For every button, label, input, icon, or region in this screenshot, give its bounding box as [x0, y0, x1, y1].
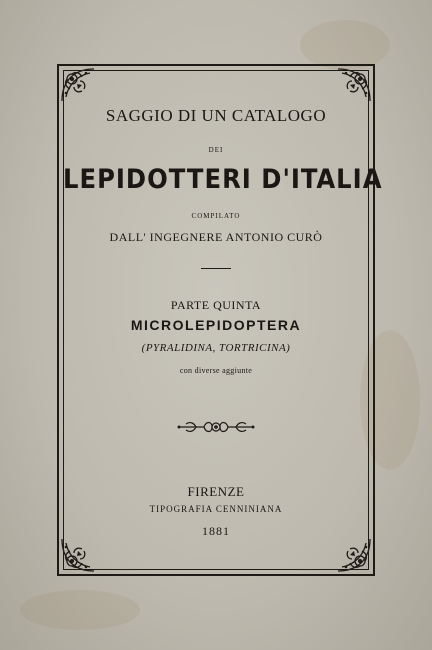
publication-year: 1881 [202, 524, 230, 538]
paper-stain [20, 590, 140, 630]
title-dei: DEI [208, 146, 224, 154]
families-subtitle: (PYRALIDINA, TORTRICINA) [141, 342, 291, 354]
publication-city: FIRENZE [187, 484, 245, 499]
part-label: PARTE QUINTA [170, 298, 262, 312]
title-line-saggio: SAGGIO DI UN CATALOGO [105, 106, 327, 125]
floral-corner-icon [336, 67, 372, 103]
scroll-ornament-icon [176, 417, 256, 437]
main-title: LEPIDOTTERI D'ITALIA [63, 164, 383, 195]
floral-corner-icon [60, 537, 96, 573]
subject-title: MICROLEPIDOPTERA [130, 317, 302, 333]
floral-corner-icon [60, 67, 96, 103]
floral-corner-icon [336, 537, 372, 573]
author-line: DALL' INGEGNERE ANTONIO CURÒ [109, 230, 323, 244]
additions-note: con diverse aggiunte [179, 366, 253, 375]
compilato-label: COMPILATO [191, 212, 241, 220]
divider-rule [201, 268, 231, 269]
printer-name: TIPOGRAFIA CENNINIANA [149, 504, 283, 514]
paper-stain [300, 20, 390, 70]
